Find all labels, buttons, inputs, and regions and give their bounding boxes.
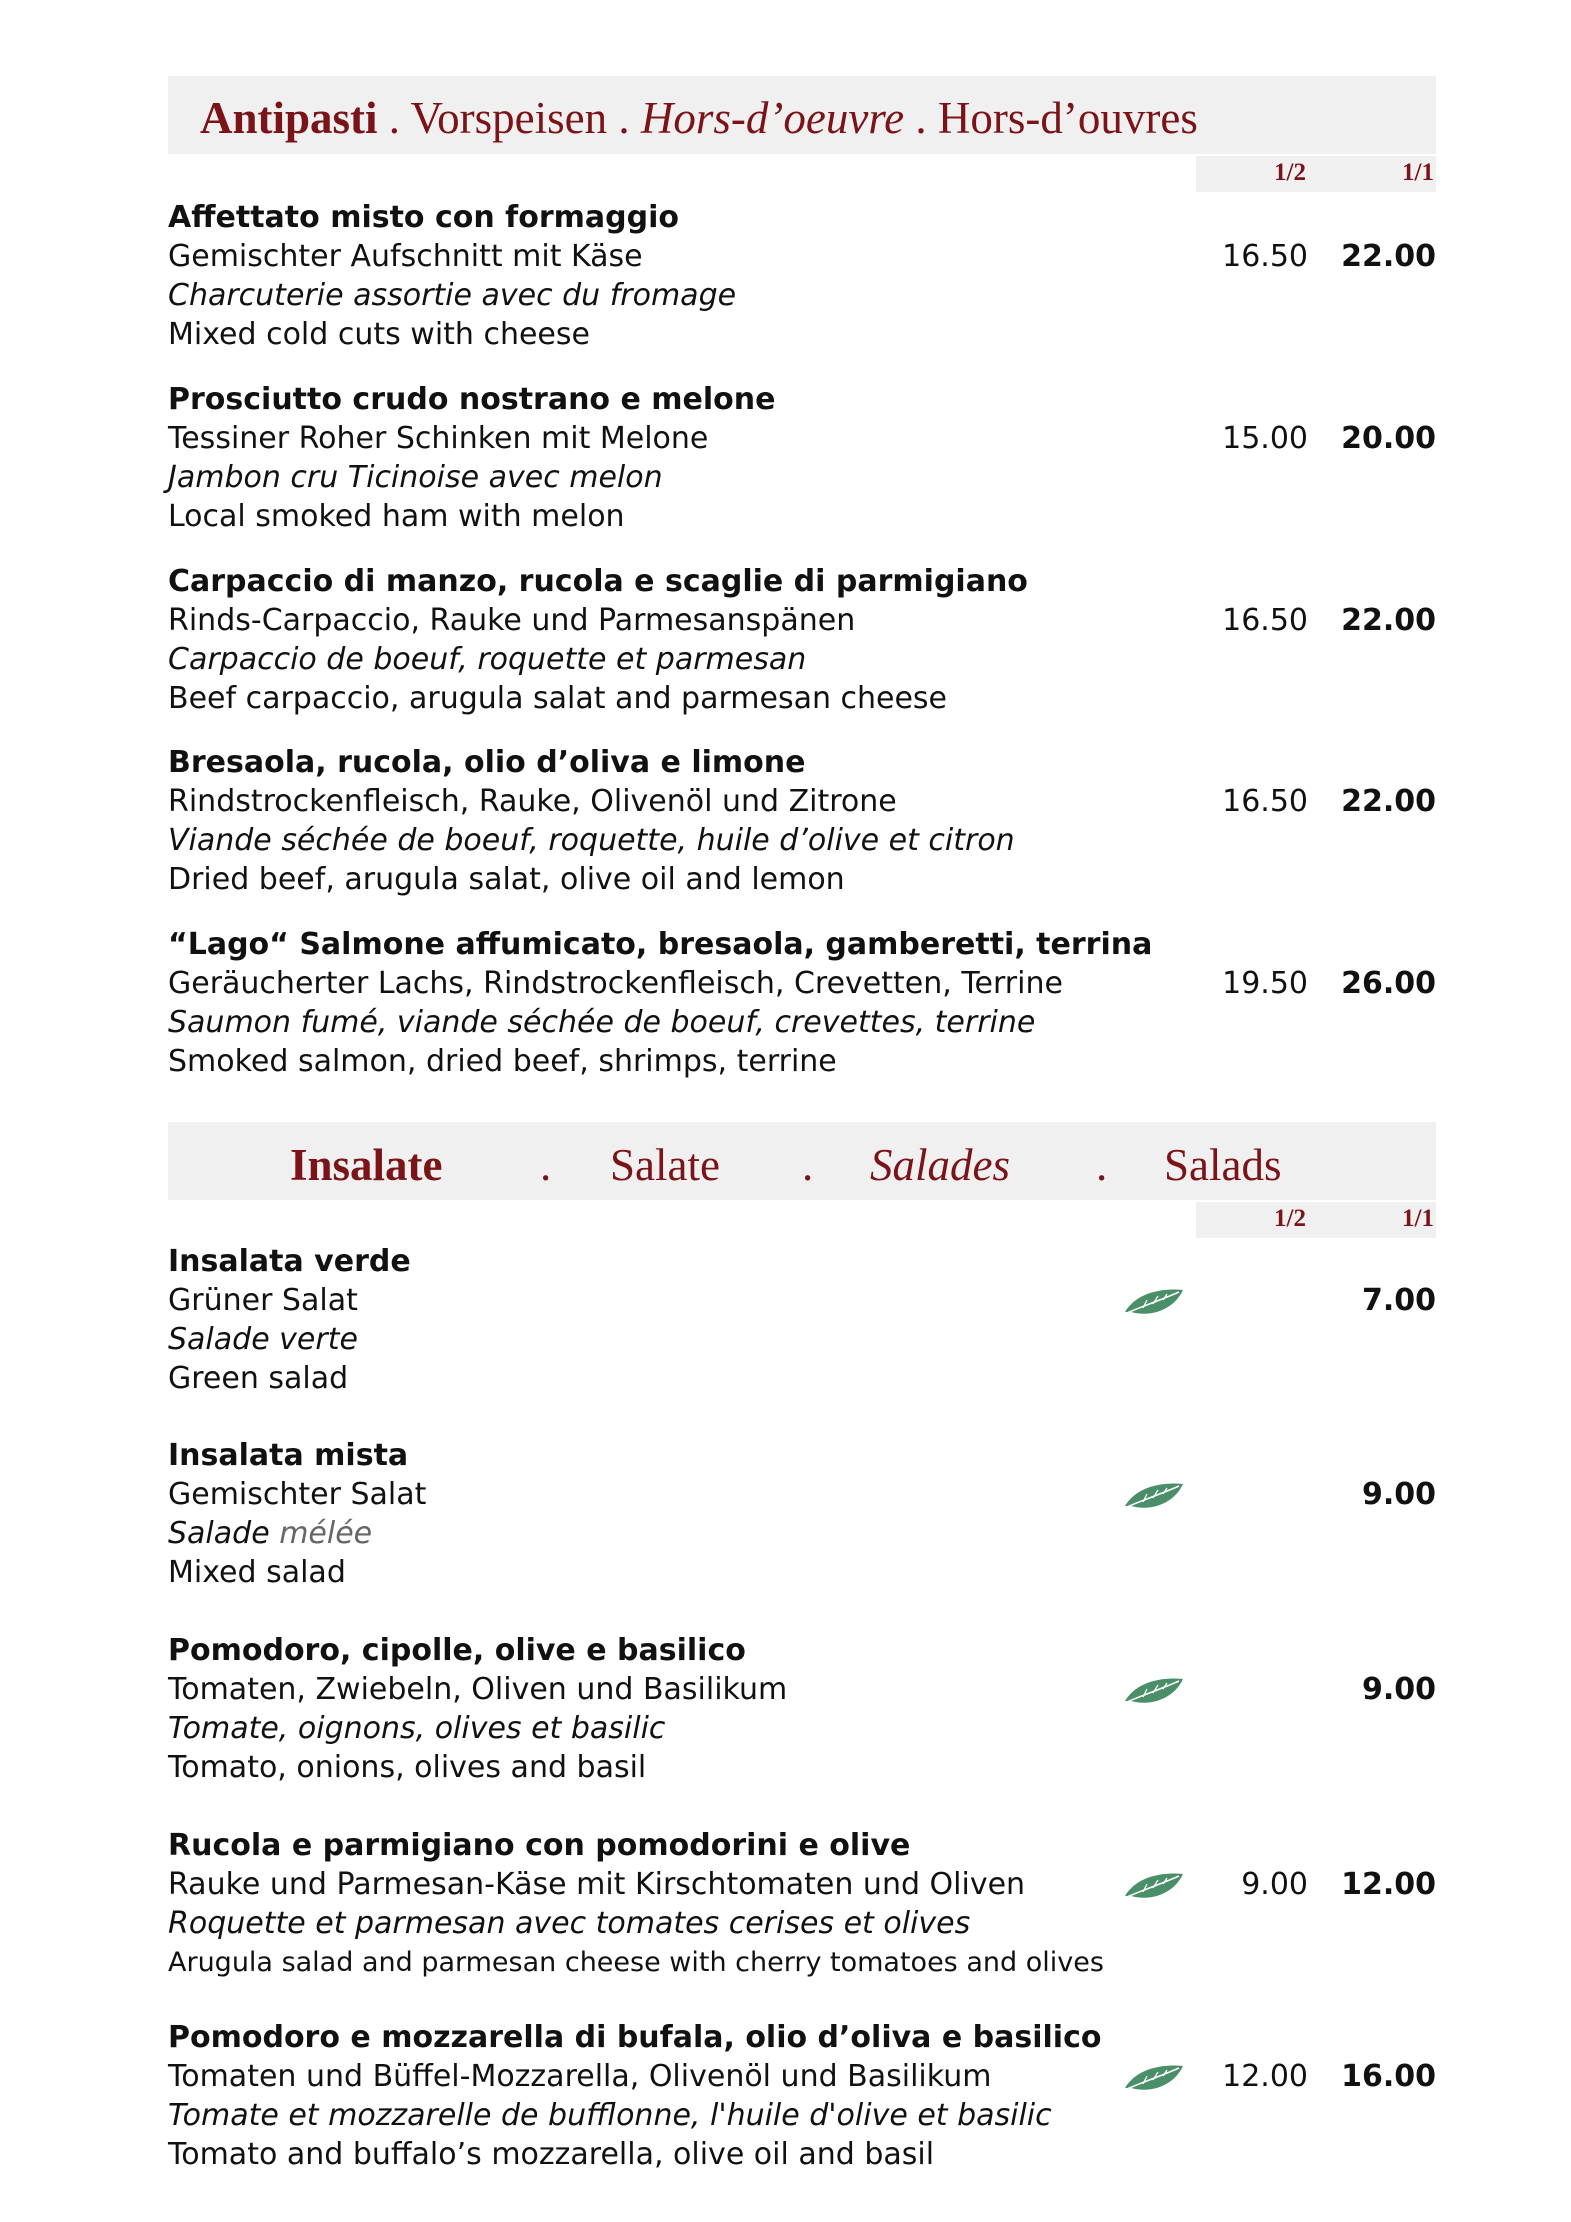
antipasti-heading-it: Antipasti: [200, 93, 378, 143]
item-name-it: Rucola e parmigiano con pomodorini e olive: [168, 1828, 911, 1863]
antipasti-heading: [168, 76, 1436, 154]
heading-separator: .: [802, 1140, 814, 1190]
price-half: 19.50: [1222, 966, 1308, 1001]
leaf-icon: [1123, 1870, 1185, 1902]
insalate-heading-fr: Salades: [870, 1140, 1010, 1190]
menu-item: [168, 1631, 1436, 1791]
item-name-de: Rindstrockenfleisch, Rauke, Olivenöl und Zitrone: [168, 784, 897, 819]
price-full: 7.00: [1361, 1283, 1436, 1318]
item-name-de: Gemischter Salat: [168, 1477, 427, 1512]
item-name-en: Tomato, onions, olives and basil: [168, 1750, 647, 1785]
column-half: 1/2: [1274, 1205, 1306, 1232]
leaf-icon: [1123, 1675, 1185, 1707]
insalate-heading-de: Salate: [610, 1140, 720, 1190]
item-name-it: Insalata verde: [168, 1244, 411, 1279]
menu-item: [168, 1242, 1436, 1402]
item-name-fr: Tomate et mozzarelle de bufflonne, l'huile d'olive et basilic: [168, 2098, 1052, 2133]
menu-item: [168, 1436, 1436, 1596]
item-name-fr: Charcuterie assortie avec du fromage: [168, 278, 737, 313]
item-name-en: Green salad: [168, 1361, 349, 1396]
item-name-it: Affettato misto con formaggio: [168, 200, 679, 235]
item-name-it: Prosciutto crudo nostrano e melone: [168, 382, 776, 417]
antipasti-column-header: [1196, 156, 1436, 192]
price-half: 15.00: [1222, 421, 1308, 456]
item-name-en: Arugula salad and parmesan cheese with cherry tomatoes and olives: [168, 1947, 1104, 1978]
item-name-en: Mixed cold cuts with cheese: [168, 317, 590, 352]
item-name-de: Tomaten und Büffel-Mozzarella, Olivenöl und Basilikum: [168, 2059, 992, 2094]
menu-item: [168, 198, 1436, 358]
price-full: 20.00: [1341, 421, 1436, 456]
menu-item: [168, 1826, 1436, 1986]
item-name-fr: Salade verte: [168, 1322, 358, 1357]
item-name-it: Insalata mista: [168, 1438, 409, 1473]
item-name-it: Pomodoro e mozzarella di bufala, olio d’oliva e basilico: [168, 2020, 1102, 2055]
item-name-en: Tomato and buffalo’s mozzarella, olive oil and basil: [168, 2137, 935, 2172]
price-full: 22.00: [1341, 603, 1436, 638]
price-full: 22.00: [1341, 784, 1436, 819]
heading-separator: .: [540, 1140, 552, 1190]
item-name-fr: Salade mélée: [168, 1516, 373, 1551]
item-name-de: Rauke und Parmesan-Käse mit Kirschtomaten und Oliven: [168, 1867, 1026, 1902]
item-name-fr: Jambon cru Ticinoise avec melon: [168, 460, 663, 495]
item-name-fr: Tomate, oignons, olives et basilic: [168, 1711, 666, 1746]
item-name-it: Pomodoro, cipolle, olive e basilico: [168, 1633, 746, 1668]
menu-item: [168, 380, 1436, 540]
price-full: 22.00: [1341, 239, 1436, 274]
price-full: 12.00: [1341, 1867, 1436, 1902]
item-name-en: Local smoked ham with melon: [168, 499, 625, 534]
menu-item: [168, 743, 1436, 903]
insalate-column-header: [1196, 1202, 1436, 1238]
item-name-en: Smoked salmon, dried beef, shrimps, terrine: [168, 1044, 837, 1079]
item-name-it: “Lago“ Salmone affumicato, bresaola, gamberetti, terrina: [168, 927, 1153, 962]
price-half: 9.00: [1241, 1867, 1308, 1902]
leaf-icon: [1123, 1286, 1185, 1318]
item-name-fr: Viande séchée de boeuf, roquette, huile d’olive et citron: [168, 823, 1015, 858]
item-name-fr: Carpaccio de boeuf, roquette et parmesan: [168, 642, 807, 677]
item-name-de: Grüner Salat: [168, 1283, 358, 1318]
price-full: 9.00: [1361, 1672, 1436, 1707]
antipasti-heading-fr: Hors-d’oeuvre: [640, 93, 905, 143]
price-half: 16.50: [1222, 239, 1308, 274]
item-name-de: Rinds-Carpaccio, Rauke und Parmesanspänen: [168, 603, 856, 638]
item-name-it: Carpaccio di manzo, rucola e scaglie di parmigiano: [168, 564, 1028, 599]
price-half: 16.50: [1222, 603, 1308, 638]
insalate-heading: [168, 1122, 1436, 1200]
menu-item: [168, 925, 1436, 1085]
item-name-de: Gemischter Aufschnitt mit Käse: [168, 239, 643, 274]
column-full: 1/1: [1402, 159, 1434, 186]
column-half: 1/2: [1274, 159, 1306, 186]
item-name-en: Beef carpaccio, arugula salat and parmesan cheese: [168, 681, 948, 716]
item-name-fr: Roquette et parmesan avec tomates cerises et olives: [168, 1906, 971, 1941]
insalate-heading-en: Salads: [1164, 1140, 1282, 1190]
antipasti-heading-en: . Hors-d’ouvres: [904, 93, 1198, 143]
price-full: 26.00: [1341, 966, 1436, 1001]
menu-item: [168, 562, 1436, 722]
item-name-en: Dried beef, arugula salat, olive oil and lemon: [168, 862, 845, 897]
item-name-fr: Saumon fumé, viande séchée de boeuf, crevettes, terrine: [168, 1005, 1036, 1040]
insalate-heading-it: Insalate: [290, 1140, 443, 1190]
item-name-it: Bresaola, rucola, olio d’oliva e limone: [168, 745, 806, 780]
item-name-de: Tessiner Roher Schinken mit Melone: [168, 421, 709, 456]
item-name-en: Mixed salad: [168, 1555, 346, 1590]
heading-separator: .: [1096, 1140, 1108, 1190]
item-name-de: Geräucherter Lachs, Rindstrockenfleisch, Crevetten, Terrine: [168, 966, 1063, 1001]
price-full: 9.00: [1361, 1477, 1436, 1512]
menu-item: [168, 2018, 1436, 2178]
item-name-de: Tomaten, Zwiebeln, Oliven und Basilikum: [168, 1672, 788, 1707]
antipasti-heading-de: . Vorspeisen .: [377, 93, 641, 143]
leaf-icon: [1123, 1480, 1185, 1512]
price-half: 12.00: [1222, 2059, 1308, 2094]
column-full: 1/1: [1402, 1205, 1434, 1232]
price-full: 16.00: [1341, 2059, 1436, 2094]
leaf-icon: [1123, 2062, 1185, 2094]
price-half: 16.50: [1222, 784, 1308, 819]
